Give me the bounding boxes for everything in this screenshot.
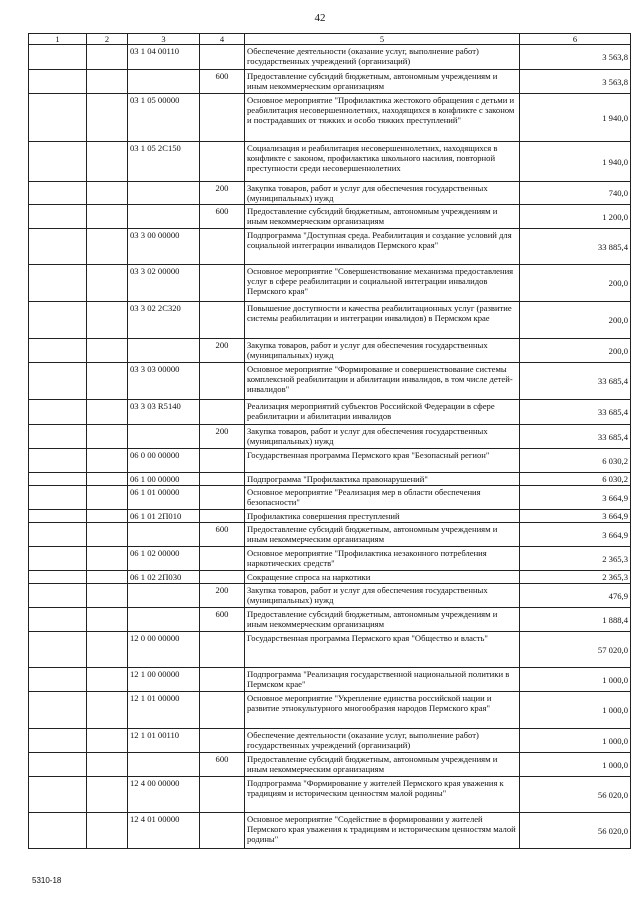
- amount: 57 020,0: [520, 632, 631, 668]
- item-name: Подпрограмма "Формирование у жителей Пермского края уважения к традициям и историческим ценностям малой родины": [245, 777, 520, 813]
- amount: 3 664,9: [520, 486, 631, 510]
- cell-col2: [87, 510, 128, 523]
- item-name: Предоставление субсидий бюджетным, автономным учреждениям и иным некоммерческим организациям: [245, 608, 520, 632]
- amount: 3 664,9: [520, 523, 631, 547]
- cell-col1: [29, 473, 87, 486]
- expense-type: 600: [200, 753, 245, 777]
- table-row: [29, 632, 631, 668]
- expense-type: [200, 777, 245, 813]
- column-header-5: 5: [245, 34, 520, 45]
- amount: 2 365,3: [520, 547, 631, 571]
- table-row: [29, 608, 631, 632]
- budget-code: [128, 584, 200, 608]
- amount: 1 940,0: [520, 142, 631, 182]
- column-header-1: 1: [29, 34, 87, 45]
- amount: 476,9: [520, 584, 631, 608]
- cell-col1: [29, 510, 87, 523]
- cell-col2: [87, 302, 128, 339]
- table-row: [29, 449, 631, 473]
- amount: 56 020,0: [520, 777, 631, 813]
- budget-code: [128, 205, 200, 229]
- item-name: Основное мероприятие "Профилактика жестокого обращения с детьми и реабилитация несовершеннолетних, находящихся в конфликте с законом и пострадавших от тяжких и особо тяжких преступлений": [245, 94, 520, 142]
- item-name: Основное мероприятие "Укрепление единства российской нации и развитие этнокультурного многообразия народов Пермского края": [245, 692, 520, 729]
- budget-code: 12 4 01 00000: [128, 813, 200, 849]
- amount: 6 030,2: [520, 449, 631, 473]
- item-name: Основное мероприятие "Реализация мер в области обеспечения безопасности": [245, 486, 520, 510]
- budget-code: 06 1 02 2П030: [128, 571, 200, 584]
- cell-col2: [87, 571, 128, 584]
- cell-col2: [87, 668, 128, 692]
- budget-code: 03 1 05 00000: [128, 94, 200, 142]
- budget-code: [128, 608, 200, 632]
- expense-type: 200: [200, 339, 245, 363]
- cell-col2: [87, 265, 128, 302]
- table-row: [29, 584, 631, 608]
- cell-col1: [29, 302, 87, 339]
- expense-type: 600: [200, 523, 245, 547]
- table-row: [29, 339, 631, 363]
- item-name: Повышение доступности и качества реабилитационных услуг (развитие системы реабилитации и интеграции инвалидов) в Пермском крае: [245, 302, 520, 339]
- table-row: [29, 425, 631, 449]
- budget-code: 06 0 00 00000: [128, 449, 200, 473]
- expense-type: [200, 668, 245, 692]
- budget-code: 06 1 01 00000: [128, 486, 200, 510]
- budget-code: 12 1 00 00000: [128, 668, 200, 692]
- item-name: Профилактика совершения преступлений: [245, 510, 520, 523]
- table-row: [29, 302, 631, 339]
- amount: 1 940,0: [520, 94, 631, 142]
- column-header-4: 4: [200, 34, 245, 45]
- expense-type: [200, 229, 245, 265]
- cell-col2: [87, 45, 128, 70]
- footer-code: 5310-18: [32, 876, 62, 885]
- cell-col1: [29, 265, 87, 302]
- item-name: Основное мероприятие "Формирование и совершенствование системы комплексной реабилитации и абилитации инвалидов, в том числе детей-инвалидов": [245, 363, 520, 400]
- cell-col1: [29, 523, 87, 547]
- cell-col2: [87, 70, 128, 94]
- expense-type: 600: [200, 70, 245, 94]
- column-header-6: 6: [520, 34, 631, 45]
- item-name: Обеспечение деятельности (оказание услуг, выполнение работ) государственных учреждений (организаций): [245, 729, 520, 753]
- table-row: [29, 265, 631, 302]
- item-name: Закупка товаров, работ и услуг для обеспечения государственных (муниципальных) нужд: [245, 425, 520, 449]
- column-header-2: 2: [87, 34, 128, 45]
- cell-col1: [29, 486, 87, 510]
- cell-col2: [87, 425, 128, 449]
- amount: 200,0: [520, 302, 631, 339]
- cell-col2: [87, 632, 128, 668]
- table-row: [29, 523, 631, 547]
- amount: 2 365,3: [520, 571, 631, 584]
- expense-type: 600: [200, 608, 245, 632]
- cell-col1: [29, 777, 87, 813]
- budget-code: [128, 70, 200, 94]
- budget-code: 03 1 05 2С150: [128, 142, 200, 182]
- budget-code: [128, 425, 200, 449]
- cell-col2: [87, 584, 128, 608]
- table-row: [29, 205, 631, 229]
- expense-type: [200, 302, 245, 339]
- budget-code: [128, 339, 200, 363]
- amount: 3 664,9: [520, 510, 631, 523]
- cell-col1: [29, 692, 87, 729]
- amount: 1 000,0: [520, 668, 631, 692]
- item-name: Государственная программа Пермского края "Безопасный регион": [245, 449, 520, 473]
- table-row: [29, 45, 631, 70]
- item-name: Предоставление субсидий бюджетным, автономным учреждениям и иным некоммерческим организациям: [245, 523, 520, 547]
- expense-type: [200, 729, 245, 753]
- cell-col2: [87, 523, 128, 547]
- table-row: [29, 182, 631, 205]
- amount: 33 685,4: [520, 425, 631, 449]
- expense-type: [200, 547, 245, 571]
- table-row: [29, 668, 631, 692]
- amount: 6 030,2: [520, 473, 631, 486]
- item-name: Закупка товаров, работ и услуг для обеспечения государственных (муниципальных) нужд: [245, 339, 520, 363]
- cell-col1: [29, 584, 87, 608]
- cell-col2: [87, 473, 128, 486]
- amount: 1 000,0: [520, 753, 631, 777]
- cell-col1: [29, 142, 87, 182]
- cell-col2: [87, 753, 128, 777]
- item-name: Социализация и реабилитация несовершеннолетних, находящихся в конфликте с законом, профилактика школьного насилия, повторной преступности среди несовершеннолетних: [245, 142, 520, 182]
- amount: 3 563,8: [520, 45, 631, 70]
- cell-col1: [29, 753, 87, 777]
- item-name: Обеспечение деятельности (оказание услуг, выполнение работ) государственных учреждений (организаций): [245, 45, 520, 70]
- cell-col2: [87, 449, 128, 473]
- table-row: [29, 753, 631, 777]
- table-row: [29, 473, 631, 486]
- budget-code: [128, 523, 200, 547]
- cell-col1: [29, 339, 87, 363]
- amount: 1 000,0: [520, 692, 631, 729]
- item-name: Основное мероприятие "Профилактика незаконного потребления наркотических средств": [245, 547, 520, 571]
- table-row: [29, 363, 631, 400]
- table-row: [29, 729, 631, 753]
- expense-type: [200, 363, 245, 400]
- amount: 33 685,4: [520, 400, 631, 425]
- expense-type: 200: [200, 182, 245, 205]
- cell-col1: [29, 729, 87, 753]
- cell-col2: [87, 94, 128, 142]
- cell-col1: [29, 425, 87, 449]
- cell-col2: [87, 547, 128, 571]
- cell-col1: [29, 547, 87, 571]
- expense-type: [200, 813, 245, 849]
- table-row: [29, 547, 631, 571]
- expense-type: 200: [200, 425, 245, 449]
- cell-col1: [29, 813, 87, 849]
- item-name: Сокращение спроса на наркотики: [245, 571, 520, 584]
- budget-code: 06 1 01 2П010: [128, 510, 200, 523]
- table-row: [29, 510, 631, 523]
- budget-code: 06 1 02 00000: [128, 547, 200, 571]
- expense-type: [200, 571, 245, 584]
- budget-code: 03 3 00 00000: [128, 229, 200, 265]
- amount: 33 885,4: [520, 229, 631, 265]
- cell-col1: [29, 571, 87, 584]
- cell-col1: [29, 45, 87, 70]
- table-row: [29, 777, 631, 813]
- cell-col1: [29, 608, 87, 632]
- cell-col1: [29, 94, 87, 142]
- amount: 200,0: [520, 339, 631, 363]
- budget-code: [128, 753, 200, 777]
- cell-col1: [29, 632, 87, 668]
- item-name: Предоставление субсидий бюджетным, автономным учреждениям и иным некоммерческим организациям: [245, 753, 520, 777]
- item-name: Подпрограмма "Профилактика правонарушений": [245, 473, 520, 486]
- item-name: Основное мероприятие "Содействие в формировании у жителей Пермского края уважения к традициям и историческим ценностям малой родины": [245, 813, 520, 849]
- expense-type: [200, 45, 245, 70]
- budget-code: 03 3 02 2С320: [128, 302, 200, 339]
- cell-col2: [87, 692, 128, 729]
- item-name: Закупка товаров, работ и услуг для обеспечения государственных (муниципальных) нужд: [245, 584, 520, 608]
- budget-code: 12 4 00 00000: [128, 777, 200, 813]
- cell-col2: [87, 729, 128, 753]
- cell-col2: [87, 142, 128, 182]
- cell-col2: [87, 486, 128, 510]
- budget-code: 03 3 02 00000: [128, 265, 200, 302]
- table-row: [29, 229, 631, 265]
- budget-code: 03 1 04 00110: [128, 45, 200, 70]
- cell-col1: [29, 70, 87, 94]
- budget-code: 12 1 01 00000: [128, 692, 200, 729]
- item-name: Предоставление субсидий бюджетным, автономным учреждениям и иным некоммерческим организациям: [245, 70, 520, 94]
- cell-col2: [87, 608, 128, 632]
- expense-type: [200, 265, 245, 302]
- amount: 56 020,0: [520, 813, 631, 849]
- item-name: Реализация мероприятий субъектов Российской Федерации в сфере реабилитации и абилитации инвалидов: [245, 400, 520, 425]
- budget-code: 06 1 00 00000: [128, 473, 200, 486]
- budget-code: 03 3 03 R5140: [128, 400, 200, 425]
- table-row: [29, 571, 631, 584]
- amount: 1 000,0: [520, 729, 631, 753]
- cell-col2: [87, 339, 128, 363]
- budget-code: 03 3 03 00000: [128, 363, 200, 400]
- expense-type: [200, 510, 245, 523]
- cell-col2: [87, 205, 128, 229]
- expense-type: [200, 632, 245, 668]
- item-name: Государственная программа Пермского края "Общество и власть": [245, 632, 520, 668]
- amount: 1 200,0: [520, 205, 631, 229]
- table-row: [29, 486, 631, 510]
- expense-type: [200, 473, 245, 486]
- column-header-3: 3: [128, 34, 200, 45]
- expense-type: [200, 692, 245, 729]
- cell-col2: [87, 363, 128, 400]
- expense-type: [200, 486, 245, 510]
- item-name: Закупка товаров, работ и услуг для обеспечения государственных (муниципальных) нужд: [245, 182, 520, 205]
- cell-col2: [87, 400, 128, 425]
- expense-type: [200, 94, 245, 142]
- table-row: [29, 142, 631, 182]
- amount: 740,0: [520, 182, 631, 205]
- amount: 3 563,8: [520, 70, 631, 94]
- budget-code: 12 1 01 00110: [128, 729, 200, 753]
- item-name: Подпрограмма "Доступная среда. Реабилитация и создание условий для социальной интеграции инвалидов Пермского края": [245, 229, 520, 265]
- cell-col1: [29, 229, 87, 265]
- expense-type: 200: [200, 584, 245, 608]
- cell-col2: [87, 813, 128, 849]
- expense-type: [200, 142, 245, 182]
- amount: 200,0: [520, 265, 631, 302]
- table-row: [29, 692, 631, 729]
- cell-col1: [29, 363, 87, 400]
- cell-col2: [87, 182, 128, 205]
- expense-type: 600: [200, 205, 245, 229]
- cell-col1: [29, 668, 87, 692]
- item-name: Предоставление субсидий бюджетным, автономным учреждениям и иным некоммерческим организациям: [245, 205, 520, 229]
- cell-col2: [87, 229, 128, 265]
- item-name: Подпрограмма "Реализация государственной национальной политики в Пермском крае": [245, 668, 520, 692]
- expense-type: [200, 449, 245, 473]
- table-row: [29, 94, 631, 142]
- amount: 33 685,4: [520, 363, 631, 400]
- table-row: [29, 400, 631, 425]
- cell-col1: [29, 182, 87, 205]
- budget-code: [128, 182, 200, 205]
- table-row: [29, 70, 631, 94]
- table-header-row: [29, 34, 631, 45]
- amount: 1 888,4: [520, 608, 631, 632]
- cell-col1: [29, 449, 87, 473]
- item-name: Основное мероприятие "Совершенствование механизма предоставления услуг в сфере реабилитации и социальной интеграции инвалидов Пермского края": [245, 265, 520, 302]
- cell-col1: [29, 400, 87, 425]
- budget-table: [28, 33, 631, 849]
- table-row: [29, 813, 631, 849]
- cell-col2: [87, 777, 128, 813]
- cell-col1: [29, 205, 87, 229]
- budget-code: 12 0 00 00000: [128, 632, 200, 668]
- page-number: 42: [314, 12, 326, 24]
- expense-type: [200, 400, 245, 425]
